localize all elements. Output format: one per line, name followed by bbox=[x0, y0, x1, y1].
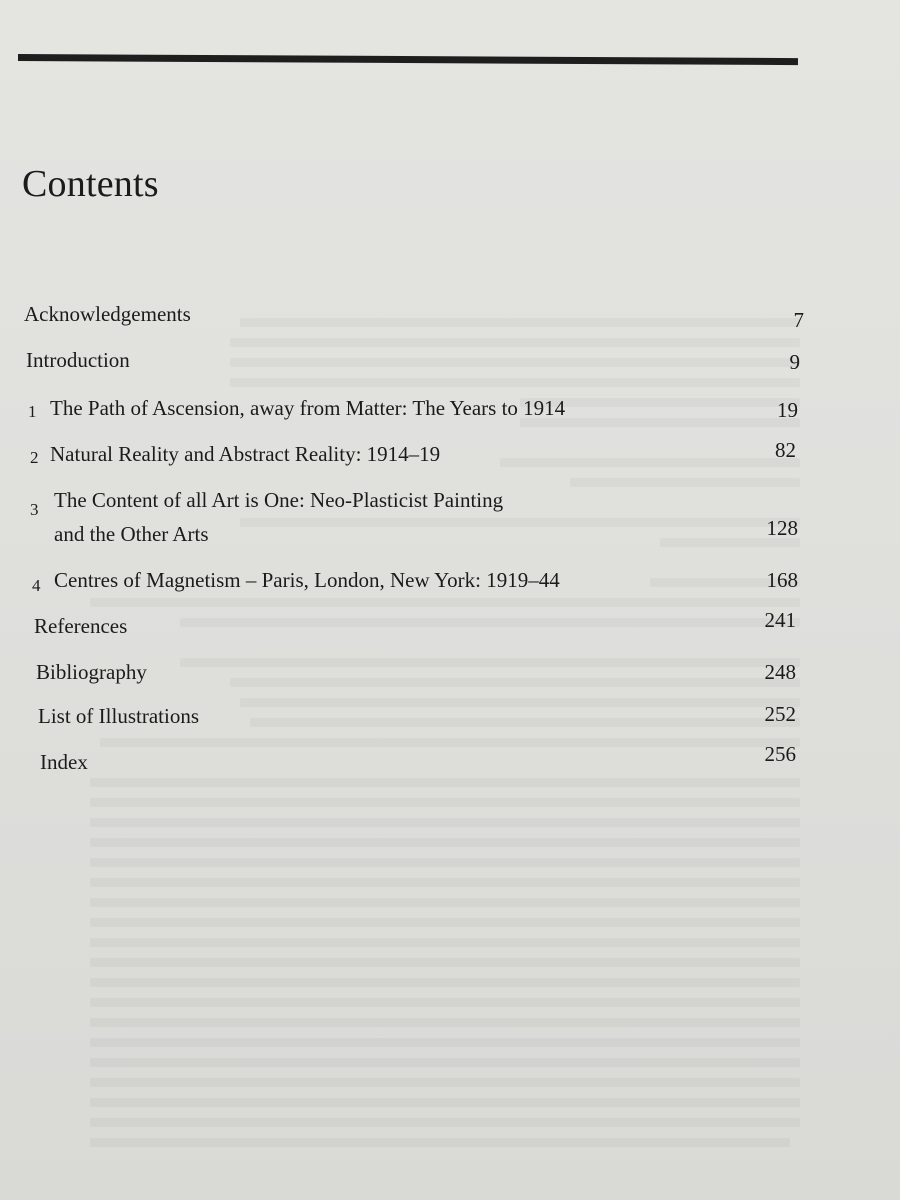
toc-entry-page: 256 bbox=[764, 742, 796, 766]
toc-entry-number: 3 bbox=[30, 500, 39, 519]
toc-entry-page: 168 bbox=[766, 568, 798, 592]
toc-entry-introduction bbox=[26, 344, 800, 378]
toc-entry-title: Acknowledgements bbox=[24, 302, 191, 326]
toc-entry-title-continued: and the Other Arts bbox=[54, 522, 209, 546]
toc-entry-title: The Path of Ascension, away from Matter: The Years to 1914 bbox=[50, 396, 566, 420]
toc-entry-chapter-4 bbox=[32, 564, 798, 598]
toc-entry-number: 1 bbox=[28, 402, 37, 421]
toc-entry-page: 9 bbox=[789, 350, 800, 374]
toc-entry-page: 7 bbox=[793, 308, 804, 332]
toc-entry-chapter-3 bbox=[30, 484, 798, 554]
toc-entry-references bbox=[34, 610, 796, 644]
toc-entry-title: Centres of Magnetism – Paris, London, New York: 1919–44 bbox=[54, 568, 560, 592]
toc-entry-bibliography bbox=[36, 656, 796, 690]
toc-entry-page: 248 bbox=[764, 660, 796, 684]
toc-entry-chapter-2 bbox=[30, 438, 796, 472]
toc-entry-acknowledgements bbox=[24, 298, 804, 332]
toc-entry-list-of-illustrations bbox=[38, 700, 796, 734]
toc-entry-title: Introduction bbox=[26, 348, 130, 372]
toc-entry-title: List of Illustrations bbox=[38, 704, 199, 728]
page-title: Contents bbox=[22, 163, 159, 205]
toc-entry-title: References bbox=[34, 614, 128, 638]
toc-entry-title: Index bbox=[40, 750, 88, 774]
toc-entry-number: 2 bbox=[30, 448, 39, 467]
toc-entry-title: Bibliography bbox=[36, 660, 147, 684]
toc-entry-page: 128 bbox=[766, 516, 798, 540]
top-rule bbox=[18, 54, 798, 65]
toc-entry-page: 241 bbox=[764, 608, 796, 632]
toc-entry-number: 4 bbox=[32, 576, 41, 595]
toc-entry-title: Natural Reality and Abstract Reality: 1914–19 bbox=[50, 442, 441, 466]
toc-entry-page: 19 bbox=[777, 398, 798, 422]
toc-entry-index bbox=[40, 742, 796, 780]
toc-entry-title: The Content of all Art is One: Neo-Plasticist Painting bbox=[54, 488, 504, 512]
toc-entry-page: 82 bbox=[775, 438, 796, 462]
toc-entry-chapter-1 bbox=[28, 392, 798, 426]
toc-entry-page: 252 bbox=[764, 702, 796, 726]
